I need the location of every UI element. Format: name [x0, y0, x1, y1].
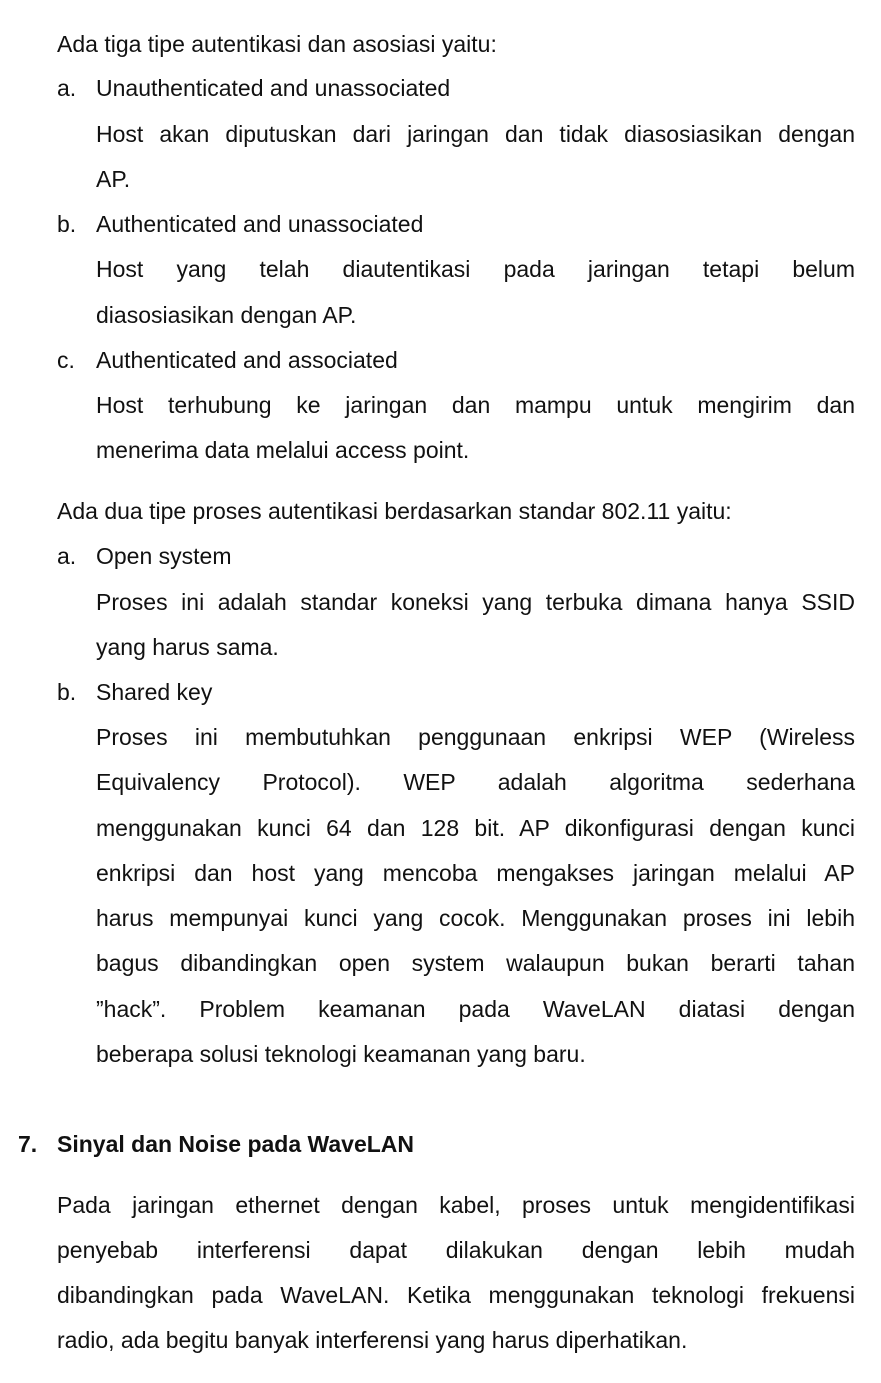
paragraph-line: diasosiasikan dengan AP.	[96, 302, 357, 328]
paragraph-line: Host yang telah diautentikasi pada jaringan tetapi belum	[96, 256, 855, 282]
paragraph-line: ”hack”. Problem keamanan pada WaveLAN diatasi dengan	[96, 996, 855, 1022]
list-marker: c.	[57, 347, 75, 373]
paragraph-line: radio, ada begitu banyak interferensi yang harus diperhatikan.	[57, 1327, 688, 1353]
paragraph-line: AP.	[96, 166, 131, 192]
paragraph-line: penyebab interferensi dapat dilakukan dengan lebih mudah	[57, 1237, 855, 1263]
intro-auth-assoc: Ada tiga tipe autentikasi dan asosiasi yaitu:	[57, 31, 497, 57]
list-item-title: Shared key	[96, 679, 213, 705]
intro-auth-process: Ada dua tipe proses autentikasi berdasarkan standar 802.11 yaitu:	[57, 498, 732, 524]
paragraph-line: Equivalency Protocol). WEP adalah algoritma sederhana	[96, 769, 855, 795]
paragraph-line: yang harus sama.	[96, 634, 279, 660]
list-marker: b.	[57, 211, 77, 237]
paragraph-line: dibandingkan pada WaveLAN. Ketika menggunakan teknologi frekuensi	[57, 1282, 855, 1308]
paragraph-line: bagus dibandingkan open system walaupun bukan berarti tahan	[96, 950, 855, 976]
paragraph-line: Proses ini adalah standar koneksi yang terbuka dimana hanya SSID	[96, 589, 855, 615]
list-marker: b.	[57, 679, 77, 705]
list-marker: a.	[57, 75, 77, 101]
paragraph-line: menggunakan kunci 64 dan 128 bit. AP dikonfigurasi dengan kunci	[96, 815, 855, 841]
list-item-title: Open system	[96, 543, 232, 569]
list-item-title: Authenticated and associated	[96, 347, 398, 373]
paragraph-line: harus mempunyai kunci yang cocok. Menggunakan proses ini lebih	[96, 905, 855, 931]
paragraph-line: beberapa solusi teknologi keamanan yang baru.	[96, 1041, 586, 1067]
list-item-title: Unauthenticated and unassociated	[96, 75, 451, 101]
paragraph-line: Pada jaringan ethernet dengan kabel, proses untuk mengidentifikasi	[57, 1192, 855, 1218]
list-item-title: Authenticated and unassociated	[96, 211, 424, 237]
paragraph-line: Host terhubung ke jaringan dan mampu untuk mengirim dan	[96, 392, 855, 418]
paragraph-line: menerima data melalui access point.	[96, 437, 470, 463]
section-number: 7.	[18, 1131, 38, 1157]
paragraph-line: enkripsi dan host yang mencoba mengakses jaringan melalui AP	[96, 860, 855, 886]
list-marker: a.	[57, 543, 77, 569]
paragraph-line: Proses ini membutuhkan penggunaan enkripsi WEP (Wireless	[96, 724, 855, 750]
paragraph-line: Host akan diputuskan dari jaringan dan tidak diasosiasikan dengan	[96, 121, 855, 147]
section-title: Sinyal dan Noise pada WaveLAN	[57, 1131, 415, 1157]
